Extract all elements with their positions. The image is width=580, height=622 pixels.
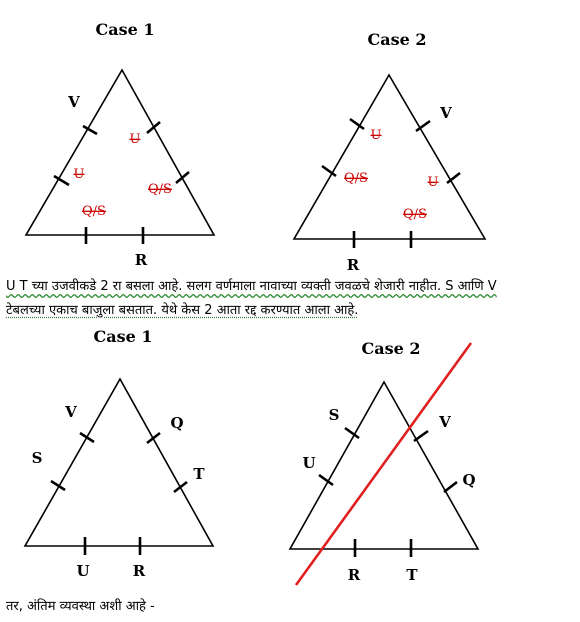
seat-label-r: R <box>132 562 146 580</box>
seat-label-qs-right-struck: Q/S <box>148 182 172 197</box>
caption-line-2 <box>6 300 358 318</box>
seat-marker <box>147 122 160 133</box>
seat-label-q: Q <box>462 471 476 489</box>
seat-label-u-struck: U <box>129 132 141 147</box>
seat-label-u-struck: U <box>370 128 382 143</box>
seat-label-u-left-struck: U <box>73 167 85 182</box>
diagram-case-1-top <box>26 20 214 269</box>
seat-marker <box>174 482 187 492</box>
seat-marker <box>176 172 189 183</box>
triangle-table <box>294 75 485 239</box>
seat-label-r: R <box>134 251 148 269</box>
caption-line-3 <box>6 596 155 614</box>
case-label: Case 2 <box>361 339 421 358</box>
caption-text: टेबलच्या एकाच बाजुला बसतात. येथे केस 2 आता रद्द करण्यात आला आहे. <box>6 303 359 318</box>
seat-label-qs-left-struck: Q/S <box>344 171 368 186</box>
caption-text: तर, अंतिम व्यवस्था अशी आहे - <box>6 599 155 614</box>
seat-label-u: U <box>76 562 90 580</box>
case-label: Case 1 <box>95 20 155 39</box>
diagram-case-2-top <box>294 30 485 274</box>
seat-label-v: V <box>65 403 77 421</box>
seat-label-v: V <box>68 93 80 111</box>
seat-marker <box>147 433 160 443</box>
seat-label-t: T <box>193 465 205 483</box>
seat-label-s: S <box>31 449 43 467</box>
triangle-table <box>25 379 213 546</box>
seat-marker <box>414 431 428 441</box>
seat-label-q: Q <box>170 414 184 432</box>
diagram-case-2-bottom <box>290 339 478 585</box>
caption-line-1 <box>6 276 497 294</box>
seat-label-s: S <box>328 406 340 424</box>
seat-marker <box>444 482 457 492</box>
case-label: Case 2 <box>367 30 427 49</box>
case-label: Case 1 <box>93 327 153 346</box>
triangle-table <box>26 70 214 235</box>
seat-label-r: R <box>346 256 360 274</box>
seat-label-r: R <box>347 566 361 584</box>
seat-label-t: T <box>406 566 418 584</box>
seat-label-v: V <box>439 413 451 431</box>
seat-marker <box>80 433 94 442</box>
seat-label-u-right-struck: U <box>427 175 439 190</box>
diagram-case-1-bottom <box>25 327 213 580</box>
caption-text: U T च्या उजवीकडे 2 रा बसला आहे. सलग वर्णमाला नावाच्या व्यक्ती जवळचे शेजारी नाहीत. S आणि V <box>6 279 497 294</box>
seat-label-u: U <box>302 454 316 472</box>
seat-label-qs-bottom-struck: Q/S <box>403 207 427 222</box>
seat-label-v: V <box>440 104 452 122</box>
seat-label-qs-bottom-struck: Q/S <box>82 204 106 219</box>
